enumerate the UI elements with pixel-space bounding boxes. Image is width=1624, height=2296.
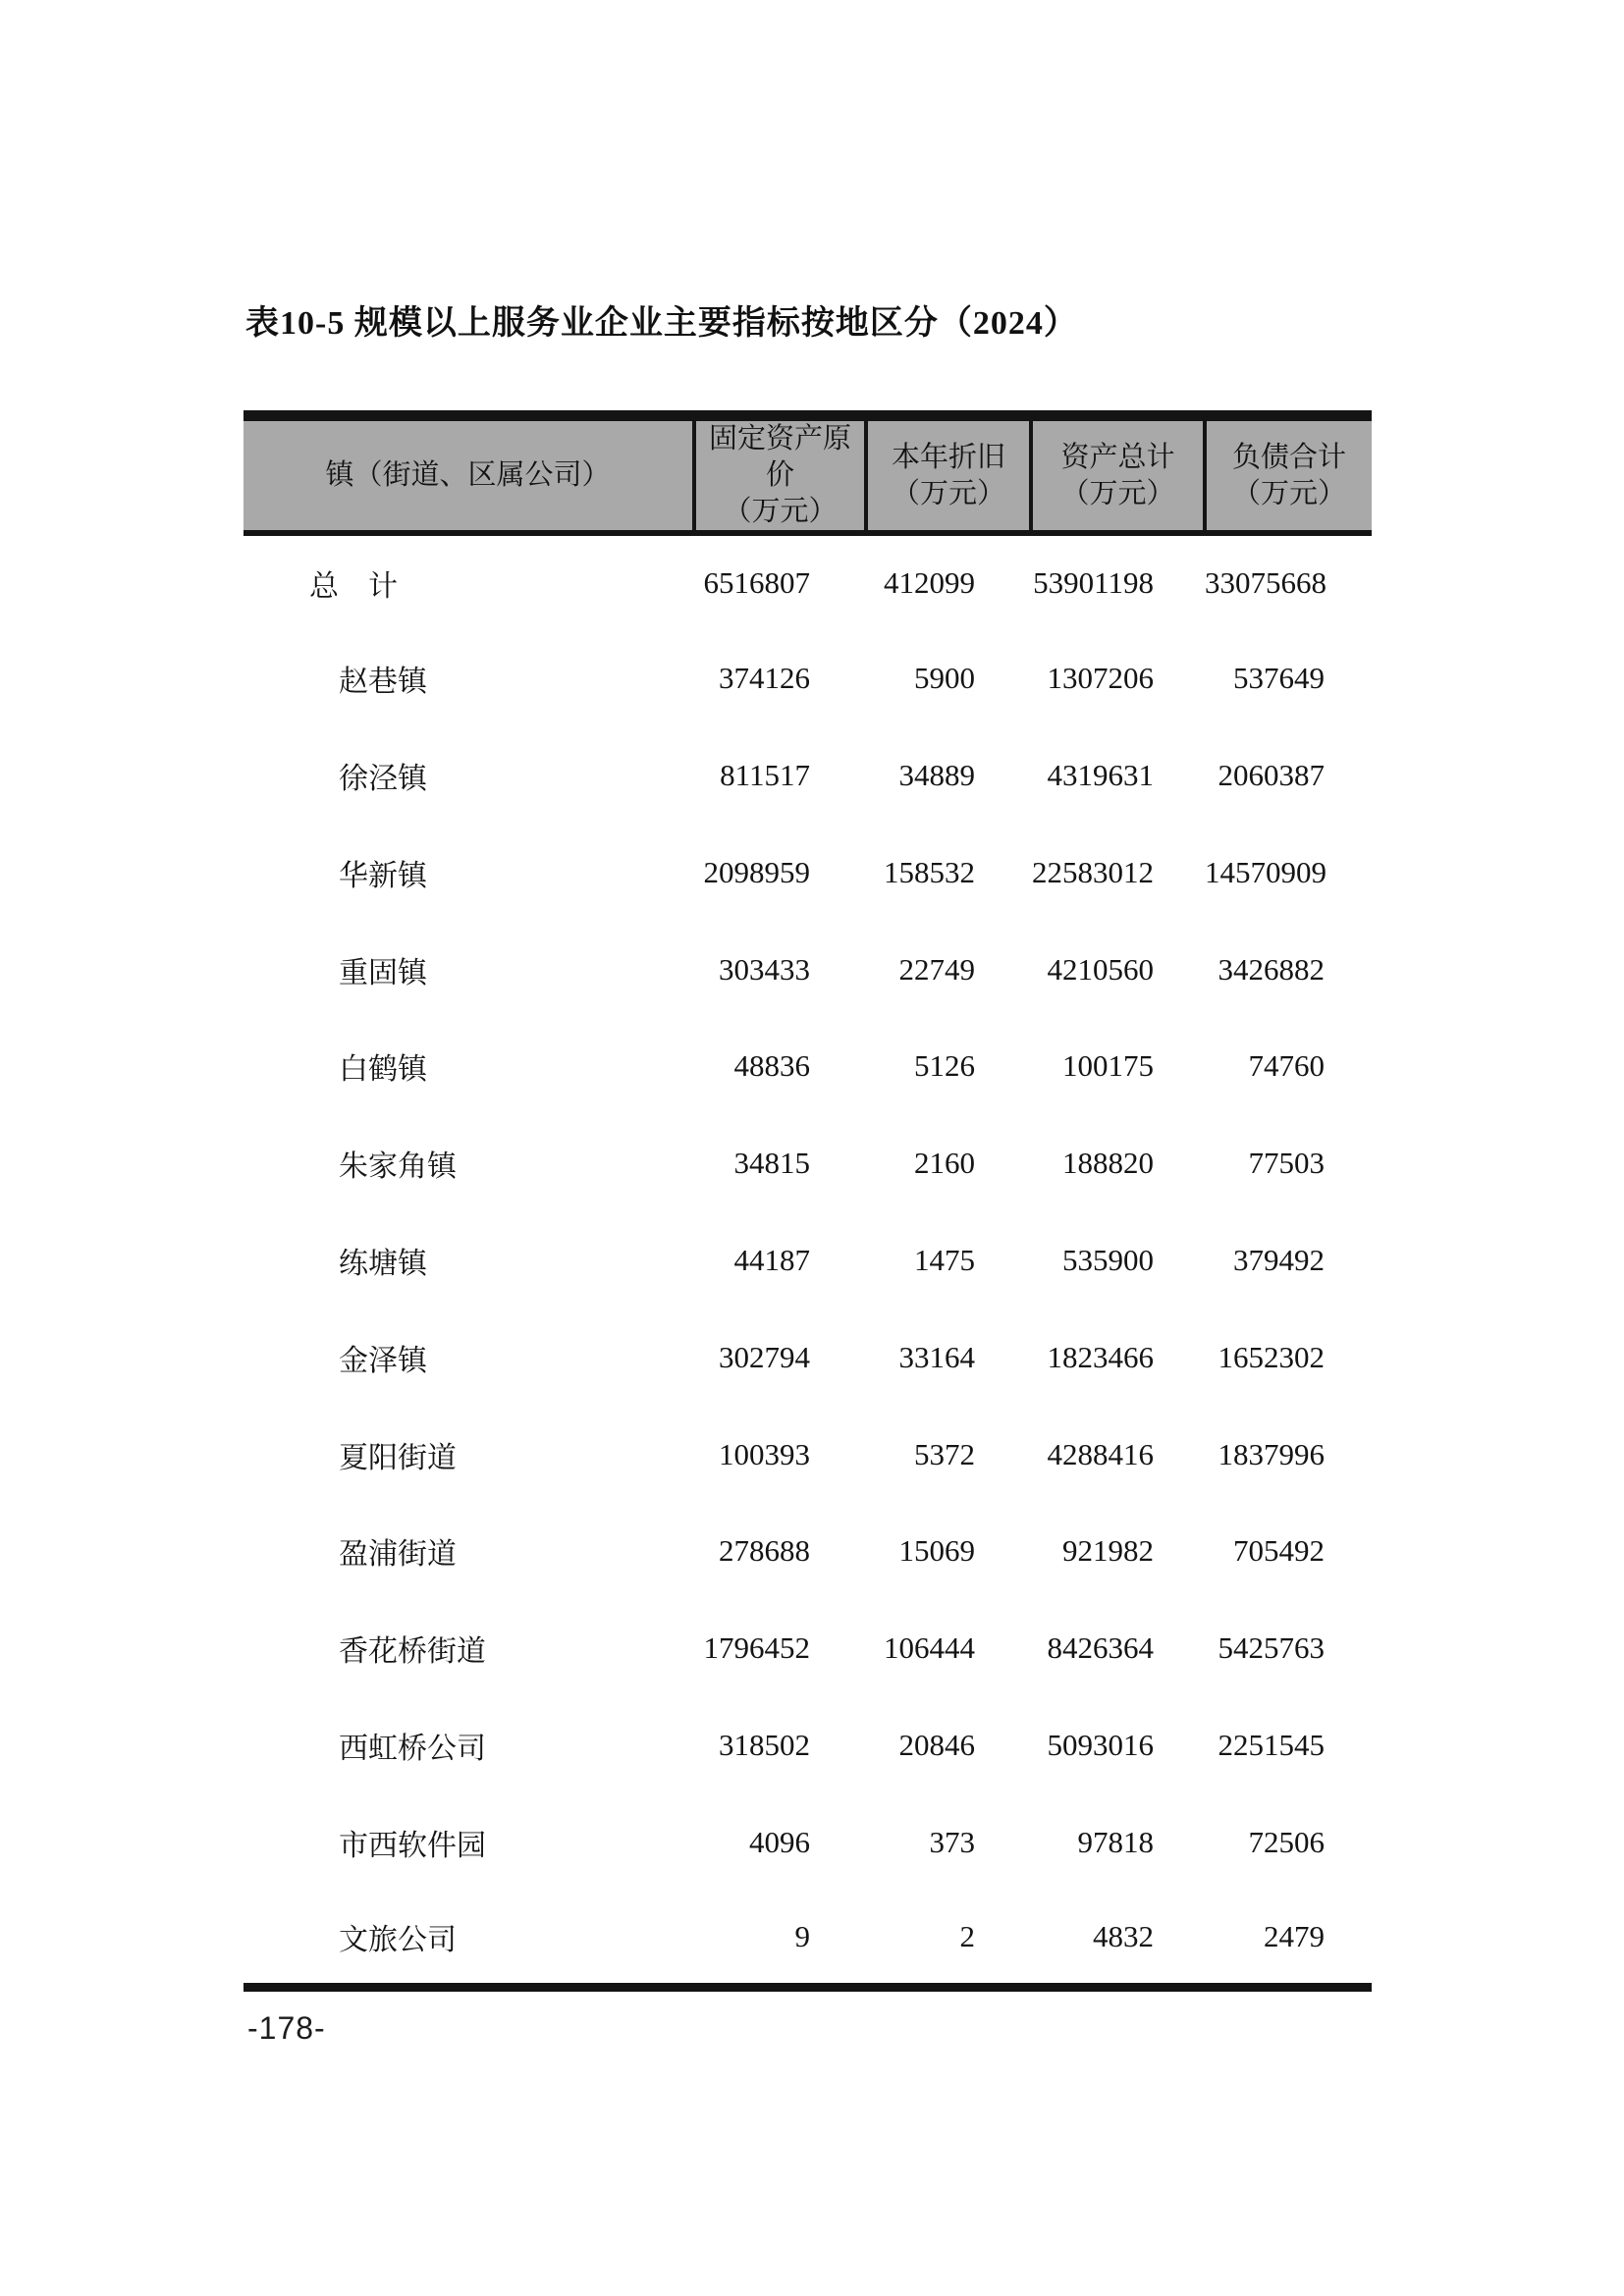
table-row bbox=[244, 1406, 1372, 1503]
cell-depreciation: 15069 bbox=[898, 1533, 975, 1569]
region-name: 赵巷镇 bbox=[339, 666, 427, 699]
column-header-fixed-assets bbox=[694, 416, 866, 534]
table-row bbox=[244, 630, 1372, 727]
cell-total-assets: 4832 bbox=[1093, 1919, 1154, 1954]
column-header-total-assets bbox=[1031, 416, 1205, 534]
cell-total-liabilities: 77503 bbox=[1248, 1146, 1325, 1181]
cell-total-liabilities: 72506 bbox=[1248, 1824, 1325, 1859]
cell-depreciation: 106444 bbox=[884, 1630, 975, 1666]
cell-total-assets: 535900 bbox=[1062, 1242, 1154, 1277]
cell-fixed-assets: 6516807 bbox=[703, 564, 810, 600]
cell-fixed-assets: 34815 bbox=[733, 1146, 810, 1181]
table-row bbox=[244, 1600, 1372, 1697]
statistics-table bbox=[244, 410, 1372, 1992]
cell-fixed-assets: 2098959 bbox=[703, 854, 810, 889]
cell-fixed-assets: 811517 bbox=[720, 757, 810, 792]
cell-fixed-assets: 278688 bbox=[719, 1533, 810, 1569]
region-name: 夏阳街道 bbox=[339, 1441, 457, 1474]
cell-depreciation: 412099 bbox=[884, 564, 975, 600]
table-row bbox=[244, 824, 1372, 921]
region-name: 徐泾镇 bbox=[339, 762, 427, 795]
cell-depreciation: 34889 bbox=[898, 757, 975, 792]
cell-total-assets: 5093016 bbox=[1047, 1727, 1154, 1762]
table-row bbox=[244, 1115, 1372, 1212]
region-name: 西虹桥公司 bbox=[339, 1732, 486, 1765]
cell-total-liabilities: 1652302 bbox=[1218, 1339, 1325, 1374]
cell-fixed-assets: 303433 bbox=[719, 951, 810, 987]
column-header-label: 镇（街道、区属公司） bbox=[325, 459, 611, 491]
region-name: 盈浦街道 bbox=[339, 1538, 457, 1572]
table-row bbox=[244, 727, 1372, 825]
cell-fixed-assets: 100393 bbox=[719, 1436, 810, 1471]
table-row bbox=[244, 1308, 1372, 1406]
region-name: 金泽镇 bbox=[339, 1344, 427, 1377]
column-header-unit: （万元） bbox=[723, 496, 838, 527]
cell-fixed-assets: 48836 bbox=[733, 1048, 810, 1084]
column-header-label: 本年折旧 bbox=[891, 441, 1005, 473]
region-name: 文旅公司 bbox=[339, 1924, 457, 1957]
cell-depreciation: 1475 bbox=[914, 1242, 975, 1277]
cell-fixed-assets: 9 bbox=[794, 1919, 810, 1954]
cell-depreciation: 5126 bbox=[914, 1048, 975, 1084]
cell-total-liabilities: 2060387 bbox=[1218, 757, 1325, 792]
cell-total-liabilities: 74760 bbox=[1248, 1048, 1325, 1084]
cell-total-liabilities: 3426882 bbox=[1218, 951, 1325, 987]
cell-depreciation: 5372 bbox=[914, 1436, 975, 1471]
table-header-row bbox=[244, 416, 1372, 534]
table-row bbox=[244, 1212, 1372, 1309]
cell-total-liabilities: 1837996 bbox=[1218, 1436, 1325, 1471]
region-name: 总 计 bbox=[309, 569, 398, 603]
cell-total-assets: 53901198 bbox=[1033, 564, 1154, 600]
table-row bbox=[244, 1697, 1372, 1794]
column-header-label: 固定资产原价 bbox=[708, 423, 851, 491]
cell-fixed-assets: 4096 bbox=[749, 1824, 810, 1859]
cell-depreciation: 158532 bbox=[884, 854, 975, 889]
region-name: 白鹤镇 bbox=[339, 1053, 427, 1087]
table-row bbox=[244, 1793, 1372, 1891]
cell-depreciation: 20846 bbox=[898, 1727, 975, 1762]
table-row bbox=[244, 1018, 1372, 1115]
region-name: 华新镇 bbox=[339, 859, 427, 892]
region-name: 朱家角镇 bbox=[339, 1150, 457, 1184]
cell-total-assets: 1307206 bbox=[1047, 661, 1154, 696]
column-header-unit: （万元） bbox=[1231, 477, 1346, 509]
page-number: -178- bbox=[247, 2010, 326, 2046]
cell-total-liabilities: 2479 bbox=[1264, 1919, 1325, 1954]
cell-total-assets: 4319631 bbox=[1047, 757, 1154, 792]
table-row-total bbox=[244, 533, 1372, 630]
column-header-label: 资产总计 bbox=[1060, 441, 1175, 473]
cell-depreciation: 5900 bbox=[914, 661, 975, 696]
region-name: 重固镇 bbox=[339, 956, 427, 989]
region-name: 香花桥街道 bbox=[339, 1635, 486, 1669]
cell-total-assets: 188820 bbox=[1062, 1146, 1154, 1181]
cell-total-liabilities: 705492 bbox=[1233, 1533, 1325, 1569]
cell-depreciation: 2160 bbox=[914, 1146, 975, 1181]
table-body bbox=[244, 533, 1372, 1988]
cell-total-assets: 8426364 bbox=[1047, 1630, 1154, 1666]
page-title: 表10-5 规模以上服务业企业主要指标按地区分（2024） bbox=[245, 305, 1078, 342]
column-header-label: 负债合计 bbox=[1231, 441, 1346, 473]
table-row bbox=[244, 921, 1372, 1018]
cell-depreciation: 33164 bbox=[898, 1339, 975, 1374]
cell-total-assets: 921982 bbox=[1062, 1533, 1154, 1569]
cell-depreciation: 22749 bbox=[898, 951, 975, 987]
cell-fixed-assets: 374126 bbox=[719, 661, 810, 696]
table-row bbox=[244, 1891, 1372, 1988]
cell-fixed-assets: 302794 bbox=[719, 1339, 810, 1374]
cell-total-liabilities: 537649 bbox=[1233, 661, 1325, 696]
table-row bbox=[244, 1503, 1372, 1600]
cell-total-liabilities: 5425763 bbox=[1218, 1630, 1325, 1666]
column-header-unit: （万元） bbox=[1060, 477, 1175, 509]
cell-fixed-assets: 1796452 bbox=[703, 1630, 810, 1666]
cell-fixed-assets: 318502 bbox=[719, 1727, 810, 1762]
cell-total-liabilities: 379492 bbox=[1233, 1242, 1325, 1277]
cell-total-assets: 4210560 bbox=[1047, 951, 1154, 987]
column-header-total-liabilities bbox=[1205, 416, 1372, 534]
cell-fixed-assets: 44187 bbox=[733, 1242, 810, 1277]
region-name: 市西软件园 bbox=[339, 1829, 486, 1862]
cell-total-assets: 1823466 bbox=[1047, 1339, 1154, 1374]
region-name: 练塘镇 bbox=[339, 1247, 427, 1280]
table-header bbox=[244, 416, 1372, 534]
cell-total-assets: 100175 bbox=[1062, 1048, 1154, 1084]
column-header-unit: （万元） bbox=[891, 477, 1005, 509]
cell-total-liabilities: 2251545 bbox=[1218, 1727, 1325, 1762]
cell-depreciation: 373 bbox=[929, 1824, 975, 1859]
cell-total-assets: 22583012 bbox=[1032, 854, 1154, 889]
cell-total-liabilities: 33075668 bbox=[1205, 564, 1326, 600]
cell-depreciation: 2 bbox=[959, 1919, 975, 1954]
column-header-depreciation bbox=[866, 416, 1031, 534]
cell-total-liabilities: 14570909 bbox=[1205, 854, 1326, 889]
column-header-region bbox=[244, 416, 694, 534]
cell-total-assets: 97818 bbox=[1077, 1824, 1154, 1859]
cell-total-assets: 4288416 bbox=[1047, 1436, 1154, 1471]
